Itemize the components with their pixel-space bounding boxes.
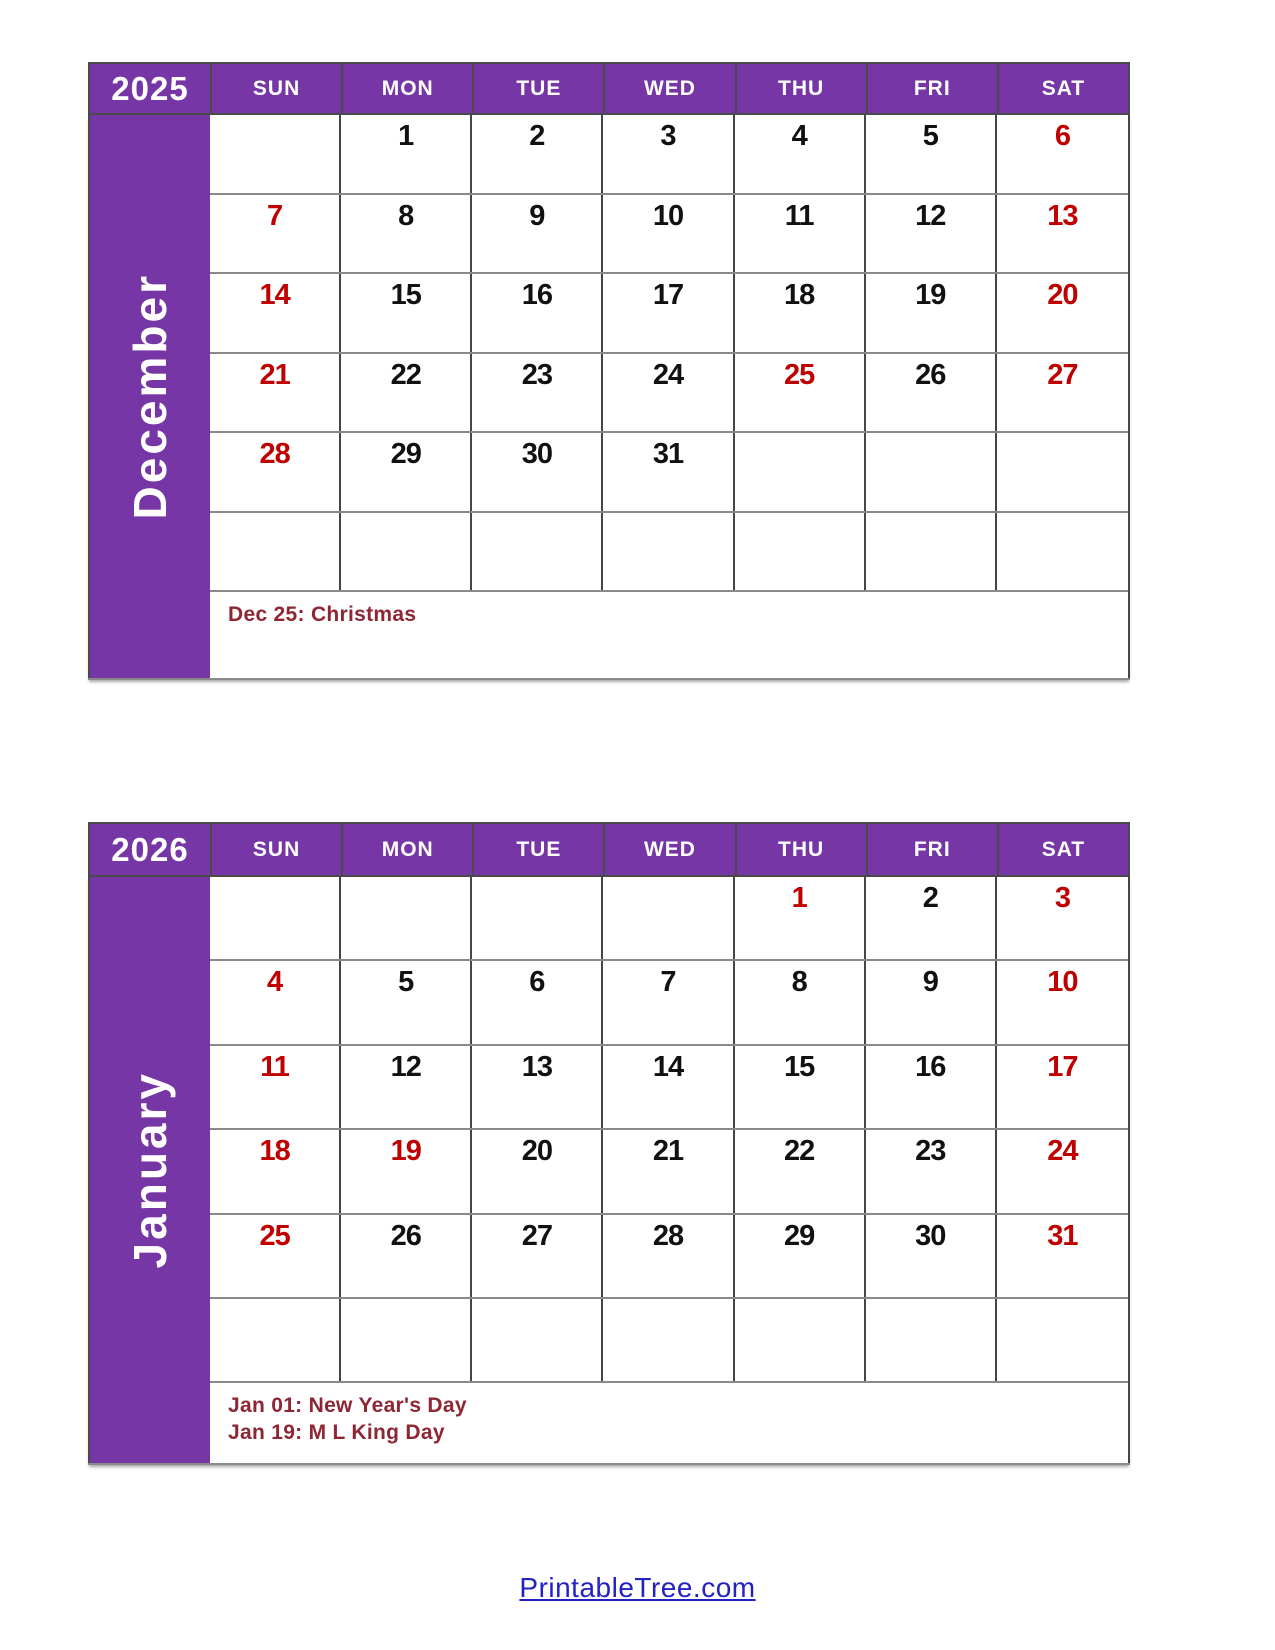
printabletree-link[interactable]: PrintableTree.com — [519, 1572, 756, 1603]
date-cell-empty — [210, 877, 341, 959]
date-cell-29: 29 — [341, 433, 472, 511]
date-grid — [210, 115, 1128, 592]
date-cell-empty — [603, 513, 734, 591]
date-cell-6: 6 — [472, 961, 603, 1043]
date-cell-11: 11 — [735, 195, 866, 273]
date-cell-2: 2 — [472, 115, 603, 193]
date-cell-19: 19 — [866, 274, 997, 352]
date-cell-20: 20 — [1047, 279, 1078, 311]
date-cell-29: 29 — [735, 1215, 866, 1297]
date-cell-14: 14 — [603, 1046, 734, 1128]
date-cell-13: 13 — [472, 1046, 603, 1128]
date-cell-empty — [472, 1299, 603, 1381]
holiday-note: Jan 01: New Year's Day — [228, 1394, 467, 1418]
date-cell-26: 26 — [341, 1215, 472, 1297]
date-cell-2: 2 — [866, 877, 997, 959]
date-cell-7: 7 — [210, 195, 341, 273]
day-header-sun: SUN — [212, 824, 341, 875]
holiday-note: Dec 25: Christmas — [228, 603, 417, 626]
date-cell-1: 1 — [341, 115, 472, 193]
date-cell-22: 22 — [341, 354, 472, 432]
date-cell-24: 24 — [1047, 1135, 1078, 1168]
date-cell-11: 11 — [210, 1046, 341, 1128]
date-cell-28: 28 — [603, 1215, 734, 1297]
date-cell-26: 26 — [866, 354, 997, 432]
calendar-header-row — [88, 62, 1130, 115]
date-cell-empty — [603, 877, 734, 959]
date-cell-empty — [866, 433, 997, 511]
date-cell-empty — [997, 1299, 1128, 1381]
week-row — [210, 195, 1128, 275]
date-cell-24: 24 — [603, 354, 734, 432]
date-grid — [210, 877, 1128, 1383]
calendar-grid-wrap — [210, 115, 1130, 678]
date-cell-5: 5 — [341, 961, 472, 1043]
date-cell-empty — [341, 877, 472, 959]
date-cell-17: 17 — [603, 274, 734, 352]
day-header-sat: SAT — [999, 64, 1128, 113]
date-cell-3: 3 — [1054, 882, 1070, 914]
date-cell-16: 16 — [866, 1046, 997, 1128]
month-label: January — [124, 1071, 176, 1269]
date-cell-empty — [735, 513, 866, 591]
date-cell-7: 7 — [603, 961, 734, 1043]
calendar-body — [88, 115, 1130, 680]
date-cell-28: 28 — [210, 433, 341, 511]
date-cell-4: 4 — [210, 961, 341, 1043]
month-sidebar — [88, 115, 210, 678]
date-cell-15: 15 — [341, 274, 472, 352]
week-row — [210, 1046, 1128, 1130]
week-row — [210, 961, 1128, 1045]
calendar-december-2025 — [88, 62, 1130, 680]
day-header-tue: TUE — [474, 824, 603, 875]
calendar-grid-wrap — [210, 877, 1130, 1463]
date-cell-empty — [735, 433, 866, 511]
date-cell-empty — [210, 1299, 341, 1381]
week-row — [210, 354, 1128, 434]
date-cell-21: 21 — [210, 354, 341, 432]
date-cell-30: 30 — [866, 1215, 997, 1297]
date-cell-23: 23 — [472, 354, 603, 432]
date-cell-18: 18 — [735, 274, 866, 352]
day-header-mon: MON — [343, 824, 472, 875]
calendar-january-2026 — [88, 822, 1130, 1465]
date-cell-10: 10 — [603, 195, 734, 273]
day-header-wed: WED — [605, 64, 734, 113]
day-header-thu: THU — [737, 824, 866, 875]
date-cell-19: 19 — [341, 1130, 472, 1212]
date-cell-empty — [472, 877, 603, 959]
date-cell-30: 30 — [472, 433, 603, 511]
date-cell-9: 9 — [866, 961, 997, 1043]
date-cell-27: 27 — [472, 1215, 603, 1297]
date-cell-31: 31 — [603, 433, 734, 511]
date-cell-8: 8 — [735, 961, 866, 1043]
day-header-sun: SUN — [212, 64, 341, 113]
date-cell-empty — [866, 1299, 997, 1381]
day-header-wed: WED — [605, 824, 734, 875]
date-cell-empty — [603, 1299, 734, 1381]
week-row — [210, 274, 1128, 354]
date-cell-20: 20 — [472, 1130, 603, 1212]
week-row — [210, 1130, 1128, 1214]
day-header-fri: FRI — [868, 824, 997, 875]
week-row — [210, 433, 1128, 513]
date-cell-empty — [472, 513, 603, 591]
date-cell-9: 9 — [472, 195, 603, 273]
day-header-sat: SAT — [999, 824, 1128, 875]
date-cell-empty — [341, 1299, 472, 1381]
day-header-thu: THU — [737, 64, 866, 113]
footer — [0, 1572, 1275, 1604]
year-label: 2026 — [90, 824, 210, 875]
week-row — [210, 1215, 1128, 1299]
date-cell-4: 4 — [735, 115, 866, 193]
date-cell-3: 3 — [603, 115, 734, 193]
date-cell-5: 5 — [866, 115, 997, 193]
date-cell-14: 14 — [210, 274, 341, 352]
date-cell-25: 25 — [210, 1215, 341, 1297]
date-cell-12: 12 — [341, 1046, 472, 1128]
date-cell-16: 16 — [472, 274, 603, 352]
week-row — [210, 877, 1128, 961]
day-header-fri: FRI — [868, 64, 997, 113]
holiday-note: Jan 19: M L King Day — [228, 1421, 445, 1445]
date-cell-empty — [997, 513, 1128, 591]
date-cell-empty — [210, 513, 341, 591]
week-row — [210, 115, 1128, 195]
date-cell-6: 6 — [1054, 120, 1070, 152]
date-cell-10: 10 — [1047, 966, 1078, 999]
date-cell-18: 18 — [210, 1130, 341, 1212]
date-cell-25: 25 — [735, 354, 866, 432]
date-cell-31: 31 — [1047, 1219, 1078, 1252]
date-cell-21: 21 — [603, 1130, 734, 1212]
month-sidebar — [88, 877, 210, 1463]
day-header-tue: TUE — [474, 64, 603, 113]
date-cell-23: 23 — [866, 1130, 997, 1212]
date-cell-empty — [735, 1299, 866, 1381]
date-cell-8: 8 — [341, 195, 472, 273]
date-cell-15: 15 — [735, 1046, 866, 1128]
date-cell-empty — [866, 513, 997, 591]
week-row — [210, 1299, 1128, 1383]
date-cell-1: 1 — [735, 877, 866, 959]
week-row — [210, 513, 1128, 593]
date-cell-17: 17 — [1047, 1050, 1078, 1083]
calendar-body — [88, 877, 1130, 1465]
date-cell-empty — [341, 513, 472, 591]
date-cell-27: 27 — [1047, 358, 1078, 391]
date-cell-empty — [997, 433, 1128, 511]
year-label: 2025 — [90, 64, 210, 113]
calendar-header-row — [88, 822, 1130, 877]
month-label: December — [124, 273, 176, 520]
holiday-area — [210, 1383, 1128, 1463]
day-header-mon: MON — [343, 64, 472, 113]
date-cell-22: 22 — [735, 1130, 866, 1212]
date-cell-empty — [210, 115, 341, 193]
date-cell-13: 13 — [1047, 199, 1078, 232]
holiday-area — [210, 592, 1128, 678]
date-cell-12: 12 — [866, 195, 997, 273]
